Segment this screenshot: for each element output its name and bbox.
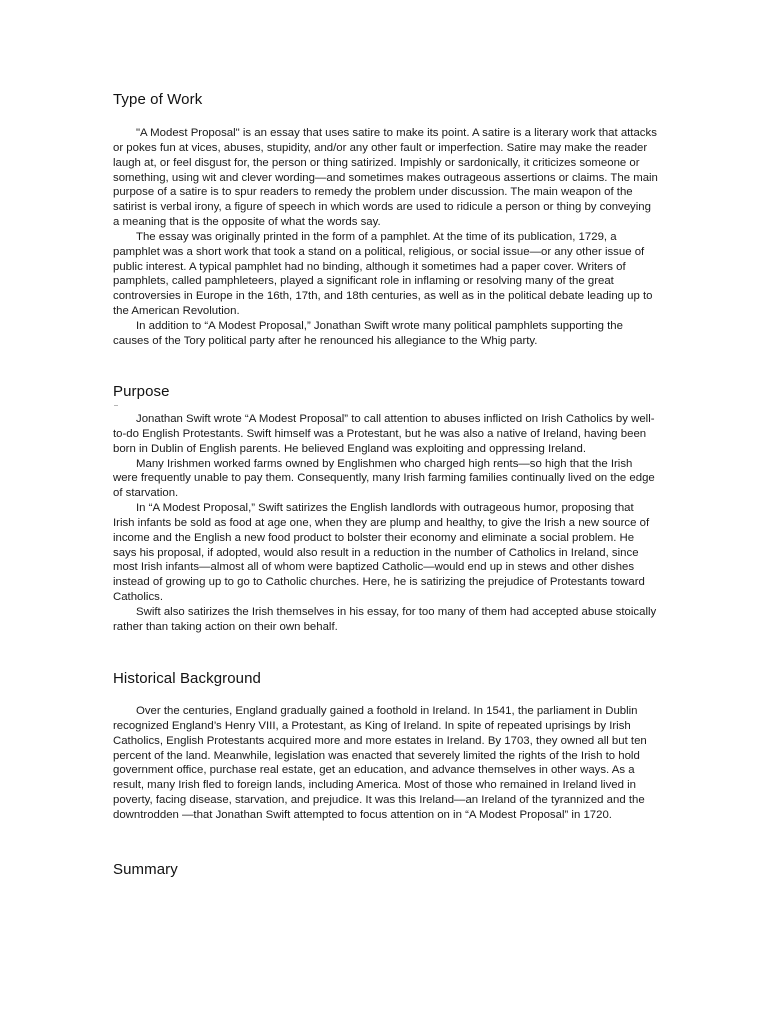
paragraph-satirizes-irish: Swift also satirizes the Irish themselves in his essay, for too many of them had accepted abuse stoically rather than taking action on their own behalf. [113,605,657,633]
section-historical-background [113,670,658,823]
section-summary [113,861,658,878]
paragraph-political-pamphlets: In addition to “A Modest Proposal,” Jonathan Swift wrote many political pamphlets supporting the causes of the Tory political party after he renounced his allegiance to the Whig party. [113,319,623,347]
section-heading-type-of-work: Type of Work [113,91,203,108]
paragraph-history: Over the centuries, England gradually gained a foothold in Ireland. In 1541, the parliament in Dublin recognized England’s Henry VIII, a Protestant, as King of Ireland. In spite of repeated uprisings by Irish Catholics, English Protestants acquired more and more estates in Ireland. By 1703, they owned all but ten percent of the land. Meanwhile, legislation was enacted that severely limited the rights of the Irish to hold government office, purchase real estate, get an education, and advance themselves in other ways. As a result, many Irish fled to foreign lands, including America. Most of those who remained in Ireland lived in poverty, facing disease, starvation, and prejudice. It was this Ireland—an Ireland of the tyrannized and the downtrodden —that Jonathan Swift attempted to focus attention on in “A Modest Proposal” in 1720. [113,705,647,821]
section-purpose [113,383,658,635]
paragraph-satirizes-landlords: In “A Modest Proposal,” Swift satirizes the English landlords with outrageous humor, proposing that Irish infants be sold as food at age one, when they are plump and healthy, to give the Irish a new source of income and the English a new food product to bolster their economy and eliminate a social problem. He says his proposal, if adopted, would also result in a reduction in the number of Catholics in Ireland, since most Irish infants—almost all of whom were baptized Catholic—would end up in stews and other dishes instead of growing up to go to Catholic churches. Here, he is satirizing the prejudice of Protestants toward Catholics. [113,502,650,604]
section-heading-summary: Summary [113,861,178,878]
stray-mark [114,405,118,406]
paragraph-satire-definition: "A Modest Proposal" is an essay that uses satire to make its point. A satire is a literary work that attacks or pokes fun at vices, abuses, stupidity, and/or any other fault or imperfection. Satire may make the reader laugh at, or feel disgust for, the person or thing satirized. Impishly or sardonically, it criticizes someone or something, using wit and clever wording—and sometimes makes outrageous assertions or claims. The main purpose of a satire is to spur readers to remedy the problem under discussion. The main weapon of the satirist is verbal irony, a figure of speech in which words are used to ridicule a person or thing by conveying a meaning that is the opposite of what the words say. [113,127,658,229]
section-heading-historical-background: Historical Background [113,670,261,687]
section-type-of-work [113,91,658,349]
paragraph-purpose-intro: Jonathan Swift wrote “A Modest Proposal” to call attention to abuses inflicted on Irish Catholics by well-to-do English Protestants. Swift himself was a Protestant, but he was also a native of Ireland, having been born in Dublin of English parents. He believed England was exploiting and oppressing Ireland. [113,413,655,455]
section-heading-purpose: Purpose [113,383,170,400]
paragraph-irish-farms: Many Irishmen worked farms owned by Englishmen who charged high rents—so high that the Irish were frequently unable to pay them. Consequently, many Irish farming families continually lived on the edge of starvation. [113,457,655,500]
paragraph-pamphlet: The essay was originally printed in the form of a pamphlet. At the time of its publication, 1729, a pamphlet was a short work that took a stand on a political, religious, or social issue—or any other issue of public interest. A typical pamphlet had no binding, although it sometimes had a paper cover. Writers of pamphlets, called pamphleteers, played a significant role in inflaming or resolving many of the great controversies in Europe in the 16th, 17th, and 18th centuries, as well as in the political debate leading up to the American Revolution. [113,230,653,318]
